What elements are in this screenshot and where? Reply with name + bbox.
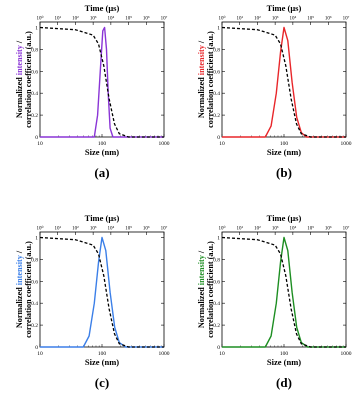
correlation-curve: [222, 28, 346, 138]
correlation-curve: [222, 238, 346, 348]
top-tick-label: 10⁵: [125, 16, 132, 22]
x-tick-label: 10: [37, 351, 43, 357]
y-axis-label-part: /: [15, 250, 24, 256]
top-tick-label: 10⁶: [142, 226, 150, 232]
y-tick-label: 0.6: [213, 69, 220, 76]
top-tick-label: 10⁰: [218, 16, 226, 22]
top-tick-label: 10²: [72, 226, 79, 232]
y-tick-label: 1: [35, 25, 38, 32]
y-axis-label: [197, 40, 206, 118]
top-tick-label: 10²: [72, 16, 79, 22]
y-tick-label: 0.6: [213, 279, 220, 286]
y-axis-label-part: Normalized: [15, 75, 24, 119]
top-tick-label: 10³: [271, 16, 279, 22]
top-tick-label: 10²: [254, 226, 261, 232]
x-tick-label: 10: [219, 351, 225, 357]
y-tick-label: 0.8: [31, 257, 38, 264]
y-tick-label: 0.8: [31, 47, 38, 54]
y-axis-label-part: Normalized: [197, 285, 206, 329]
top-tick-label: 10¹: [236, 16, 243, 22]
x-tick-label: 1000: [158, 351, 170, 357]
y-tick-label: 1: [35, 235, 38, 242]
y-tick-label: 0: [217, 345, 220, 351]
top-tick-label: 10¹: [54, 226, 61, 232]
top-tick-label: 10³: [89, 226, 97, 232]
top-axis-label: Time (μs): [84, 213, 120, 223]
y-tick-label: 0.4: [31, 301, 38, 308]
y-axis-label-highlight: intensity: [197, 255, 206, 286]
chart-panel: [197, 3, 352, 180]
x-axis-label: Size (nm): [84, 357, 120, 367]
y-tick-label: 1: [217, 25, 220, 32]
top-tick-label: 10⁴: [289, 226, 297, 232]
plot-frame: [40, 232, 164, 347]
intensity-curve: [40, 28, 164, 138]
y-axis-label-part: /: [15, 40, 24, 46]
top-tick-label: 10⁶: [324, 226, 332, 232]
x-tick-label: 10: [37, 141, 43, 147]
top-tick-label: 10³: [89, 16, 97, 22]
x-tick-label: 1000: [340, 141, 352, 147]
panel-label: (c): [94, 375, 110, 390]
plot-frame: [222, 232, 346, 347]
x-axis-label: Size (nm): [84, 147, 120, 157]
top-tick-label: 10³: [271, 226, 279, 232]
y-axis-label: [15, 250, 24, 328]
top-tick-label: 10⁷: [160, 226, 168, 232]
top-tick-label: 10⁴: [289, 16, 297, 22]
top-tick-label: 10⁴: [107, 16, 115, 22]
intensity-curve: [222, 28, 346, 138]
top-tick-label: 10⁴: [107, 226, 115, 232]
y-axis-label-line2: correlation coefficient (a.u.): [24, 31, 33, 128]
y-axis-label-line2: correlation coefficient (a.u.): [206, 31, 215, 128]
top-tick-label: 10¹: [236, 226, 243, 232]
top-tick-label: 10²: [254, 16, 261, 22]
top-tick-label: 10¹: [54, 16, 61, 22]
chart-panel: [15, 213, 170, 390]
top-tick-label: 10⁰: [218, 226, 226, 232]
x-tick-label: 10: [219, 141, 225, 147]
top-tick-label: 10⁰: [36, 16, 44, 22]
y-tick-label: 0.2: [213, 323, 220, 330]
x-tick-label: 1000: [158, 141, 170, 147]
y-tick-label: 0.6: [31, 279, 38, 286]
top-axis-label: Time (μs): [266, 3, 302, 13]
y-tick-label: 0.4: [213, 301, 220, 308]
intensity-curve: [222, 238, 346, 348]
x-axis-label: Size (nm): [266, 357, 302, 367]
y-axis-label-highlight: intensity: [15, 255, 24, 286]
y-tick-label: 0.8: [213, 257, 220, 264]
y-tick-label: 0: [35, 135, 38, 141]
intensity-curve: [40, 238, 164, 348]
y-tick-label: 0.8: [213, 47, 220, 54]
y-tick-label: 0.4: [213, 91, 220, 98]
top-tick-label: 10⁶: [142, 16, 150, 22]
y-tick-label: 0.6: [31, 69, 38, 76]
top-tick-label: 10⁷: [160, 16, 168, 22]
y-tick-label: 0.2: [31, 113, 38, 120]
chart-panel: [197, 213, 352, 390]
top-tick-label: 10⁵: [307, 16, 314, 22]
y-axis-label-highlight: intensity: [15, 45, 24, 76]
y-tick-label: 0.2: [213, 113, 220, 120]
y-axis-label-part: /: [197, 40, 206, 46]
y-tick-label: 0: [35, 345, 38, 351]
y-tick-label: 0.2: [31, 323, 38, 330]
panel-label: (b): [276, 165, 292, 180]
y-tick-label: 0.4: [31, 91, 38, 98]
top-tick-label: 10⁵: [307, 226, 314, 232]
y-axis-label-part: Normalized: [15, 285, 24, 329]
x-tick-label: 100: [279, 351, 289, 357]
y-axis-label-line2: correlation coefficient (a.u.): [24, 241, 33, 338]
correlation-curve: [40, 238, 164, 348]
chart-panel: [15, 3, 170, 180]
x-tick-label: 1000: [340, 351, 352, 357]
top-axis-label: Time (μs): [266, 213, 302, 223]
top-tick-label: 10⁰: [36, 226, 44, 232]
x-tick-label: 100: [279, 141, 289, 147]
top-tick-label: 10⁷: [342, 226, 350, 232]
top-tick-label: 10⁶: [324, 16, 332, 22]
panel-label: (d): [276, 375, 292, 390]
top-axis-label: Time (μs): [84, 3, 120, 13]
x-tick-label: 100: [97, 351, 107, 357]
panel-label: (a): [94, 165, 110, 180]
y-axis-label: [15, 40, 24, 118]
y-tick-label: 0: [217, 135, 220, 141]
y-tick-label: 1: [217, 235, 220, 242]
plot-frame: [222, 22, 346, 137]
y-axis-label-highlight: intensity: [197, 45, 206, 76]
y-axis-label-line2: correlation coefficient (a.u.): [206, 241, 215, 338]
x-tick-label: 100: [97, 141, 107, 147]
top-tick-label: 10⁵: [125, 226, 132, 232]
y-axis-label: [197, 250, 206, 328]
y-axis-label-part: Normalized: [197, 75, 206, 119]
y-axis-label-part: /: [197, 250, 206, 256]
x-axis-label: Size (nm): [266, 147, 302, 157]
top-tick-label: 10⁷: [342, 16, 350, 22]
